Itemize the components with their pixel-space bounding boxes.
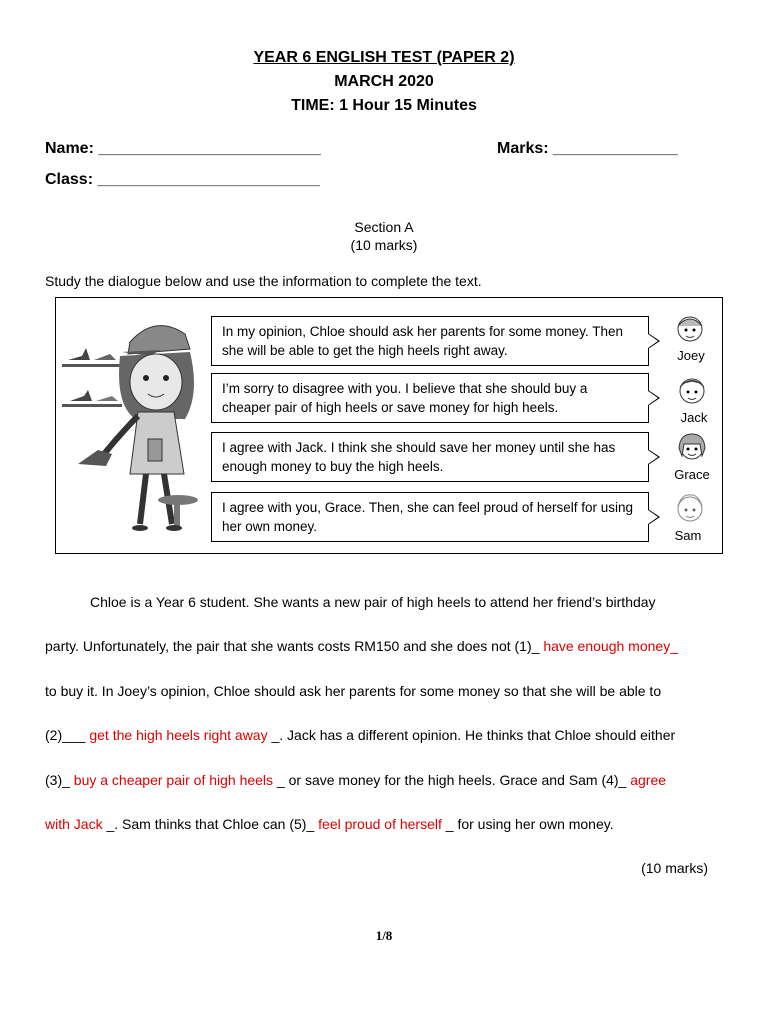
- section-marks: (10 marks): [350, 237, 418, 253]
- sam-face-icon: [672, 490, 708, 526]
- section-title: Section A: [354, 219, 414, 235]
- joey-face-icon: [672, 310, 708, 346]
- passage-line-3: to buy it. In Joey’s opinion, Chloe should ask her parents for some money so that she will be able to: [45, 683, 662, 699]
- answer-4a: agree: [630, 772, 667, 788]
- speaker-jack: Jack: [680, 410, 708, 425]
- answer-4b: with Jack: [45, 816, 103, 832]
- passage-line-5: (3)_ buy a cheaper pair of high heels _ or save money for the high heels. Grace and Sam (4)_ agree: [45, 772, 667, 788]
- page-number: 1/8: [375, 928, 393, 943]
- speaker-joey: Joey: [677, 348, 705, 363]
- passage-line-1: Chloe is a Year 6 student. She wants a new pair of high heels to attend her friend’s birthday: [90, 594, 656, 610]
- answer-3: buy a cheaper pair of high heels: [73, 772, 274, 788]
- marks-field: Marks: ______________: [497, 140, 678, 157]
- grace-face-icon: [674, 430, 710, 466]
- passage-line-4: (2)___ get the high heels right away _. Jack has a different opinion. He thinks that Chloe should either: [45, 727, 676, 743]
- speech-bubble-joey: In my opinion, Chloe should ask her parents for some money. Then she will be able to get the high heels right away.: [211, 316, 649, 366]
- answer-1: have enough money_: [543, 638, 678, 654]
- speech-bubble-grace: I agree with Jack. I think she should save her money until she has enough money to buy the high heels.: [211, 432, 649, 482]
- answer-2: get the high heels right away: [89, 727, 268, 743]
- instruction: Study the dialogue below and use the information to complete the text.: [45, 273, 482, 289]
- speech-bubble-jack: I’m sorry to disagree with you. I believe that she should buy a cheaper pair of high heels or save money for high heels.: [211, 373, 649, 423]
- passage-marks: (10 marks): [641, 860, 708, 876]
- answer-5: feel proud of herself: [318, 816, 442, 832]
- passage-line-6: with Jack _. Sam thinks that Chloe can (5)_ feel proud of herself _ for using her own money.: [45, 816, 614, 832]
- test-duration: TIME: 1 Hour 15 Minutes: [291, 97, 477, 114]
- speech-bubble-sam: I agree with you, Grace. Then, she can feel proud of herself for using her own money.: [211, 492, 649, 542]
- passage-line-2: party. Unfortunately, the pair that she wants costs RM150 and she does not (1)_ have enough money_: [45, 638, 678, 654]
- speaker-sam: Sam: [674, 528, 702, 543]
- test-date: MARCH 2020: [334, 73, 434, 90]
- name-field: Name: _________________________: [45, 140, 321, 157]
- speaker-grace: Grace: [674, 467, 710, 482]
- chloe-illustration-icon: [60, 304, 210, 540]
- class-field: Class: _________________________: [45, 171, 320, 188]
- jack-face-icon: [674, 372, 710, 408]
- test-title: YEAR 6 ENGLISH TEST (PAPER 2): [253, 49, 515, 66]
